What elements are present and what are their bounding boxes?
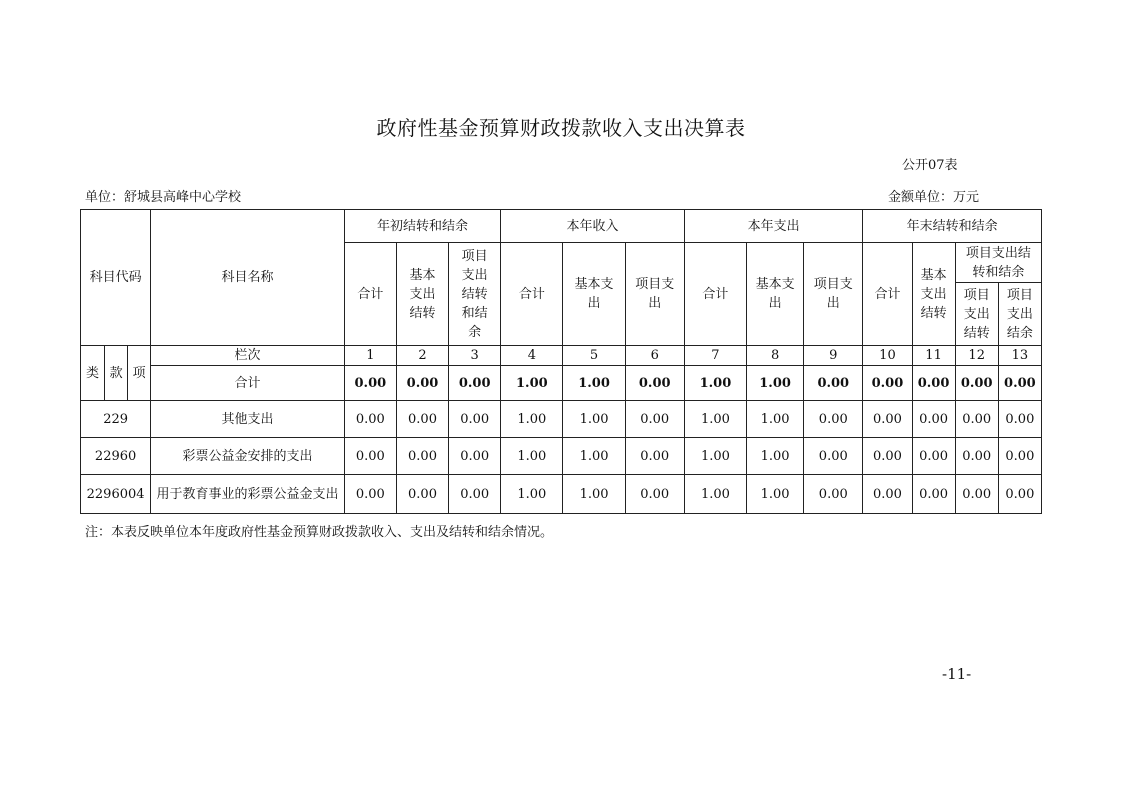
table-cell: 1.00	[563, 475, 625, 514]
table-cell: 0.00	[955, 438, 998, 475]
subject-code: 229	[81, 401, 151, 438]
table-cell: 0.00	[804, 401, 863, 438]
table-cell: 0.00	[344, 366, 396, 401]
table-cell: 0.00	[912, 401, 955, 438]
header-lei: 类	[81, 346, 105, 401]
header-closing-project-transfer: 项目支出结转	[955, 283, 998, 346]
header-group-opening: 年初结转和结余	[344, 210, 500, 243]
table-cell: 0.00	[912, 475, 955, 514]
table-cell: 1.00	[747, 438, 804, 475]
column-number: 12	[955, 346, 998, 366]
column-number: 7	[684, 346, 746, 366]
table-cell: 1.00	[747, 401, 804, 438]
header-closing-project-surplus: 项目支出结余	[998, 283, 1041, 346]
table-cell: 0.00	[449, 438, 501, 475]
header-income-basic: 基本支出	[563, 243, 625, 346]
header-opening-project: 项目支出结转和结余	[449, 243, 501, 346]
table-cell: 0.00	[625, 438, 684, 475]
amount-unit: 金额单位：万元	[888, 190, 980, 205]
report-title: 政府性基金预算财政拨款收入支出决算表	[376, 116, 746, 140]
table-cell: 0.00	[396, 438, 448, 475]
budget-table	[80, 209, 1042, 514]
table-cell: 1.00	[563, 366, 625, 401]
table-row	[81, 438, 1042, 475]
table-cell: 0.00	[625, 366, 684, 401]
header-closing-total: 合计	[863, 243, 912, 346]
table-cell: 0.00	[396, 401, 448, 438]
header-group-closing: 年末结转和结余	[863, 210, 1042, 243]
table-cell: 0.00	[863, 401, 912, 438]
total-row	[81, 366, 1042, 401]
table-cell: 1.00	[563, 401, 625, 438]
column-number: 9	[804, 346, 863, 366]
table-cell: 0.00	[804, 438, 863, 475]
table-cell: 0.00	[955, 366, 998, 401]
table-cell: 1.00	[684, 401, 746, 438]
header-group-income: 本年收入	[501, 210, 685, 243]
header-opening-basic: 基本支出结转	[396, 243, 448, 346]
table-cell: 1.00	[501, 475, 563, 514]
column-number: 3	[449, 346, 501, 366]
header-expense-total: 合计	[684, 243, 746, 346]
header-row-1	[81, 210, 1042, 243]
column-number: 11	[912, 346, 955, 366]
header-closing-project-group: 项目支出结转和结余	[955, 243, 1041, 283]
table-cell: 0.00	[449, 366, 501, 401]
column-number: 6	[625, 346, 684, 366]
table-cell: 0.00	[625, 401, 684, 438]
table-cell: 0.00	[955, 401, 998, 438]
column-number: 5	[563, 346, 625, 366]
table-cell: 0.00	[625, 475, 684, 514]
table-cell: 0.00	[396, 366, 448, 401]
table-note: 注：本表反映单位本年度政府性基金预算财政拨款收入、支出及结转和结余情况。	[85, 525, 554, 540]
table-cell: 1.00	[501, 401, 563, 438]
header-kuan: 款	[105, 346, 128, 401]
table-cell: 0.00	[804, 366, 863, 401]
header-income-total: 合计	[501, 243, 563, 346]
table-row	[81, 475, 1042, 514]
subject-name: 其他支出	[151, 401, 345, 438]
table-cell: 0.00	[998, 438, 1041, 475]
header-opening-total: 合计	[344, 243, 396, 346]
column-number: 2	[396, 346, 448, 366]
column-number: 13	[998, 346, 1041, 366]
column-number: 4	[501, 346, 563, 366]
column-number-row	[81, 346, 1042, 366]
subject-code: 22960	[81, 438, 151, 475]
page-number: -11-	[942, 665, 972, 683]
table-row	[81, 401, 1042, 438]
table-cell: 0.00	[863, 438, 912, 475]
table-cell: 1.00	[501, 438, 563, 475]
table-cell: 1.00	[684, 475, 746, 514]
column-number: 1	[344, 346, 396, 366]
header-subject-code: 科目代码	[81, 210, 151, 346]
table-cell: 0.00	[998, 475, 1041, 514]
table-cell: 0.00	[998, 366, 1041, 401]
table-cell: 1.00	[501, 366, 563, 401]
subject-code: 2296004	[81, 475, 151, 514]
table-cell: 1.00	[747, 475, 804, 514]
table-cell: 0.00	[955, 475, 998, 514]
table-cell: 1.00	[684, 366, 746, 401]
table-cell: 0.00	[449, 401, 501, 438]
table-cell: 0.00	[344, 401, 396, 438]
table-cell: 0.00	[912, 438, 955, 475]
column-number: 10	[863, 346, 912, 366]
table-cell: 0.00	[912, 366, 955, 401]
header-xiang: 项	[128, 346, 151, 401]
column-number: 8	[747, 346, 804, 366]
form-number: 公开07表	[902, 158, 958, 173]
subject-name: 彩票公益金安排的支出	[151, 438, 345, 475]
table-cell: 1.00	[747, 366, 804, 401]
table-cell: 1.00	[684, 438, 746, 475]
header-income-project: 项目支出	[625, 243, 684, 346]
header-subject-name: 科目名称	[151, 210, 345, 346]
table-cell: 0.00	[998, 401, 1041, 438]
table-cell: 0.00	[863, 475, 912, 514]
table-cell: 0.00	[449, 475, 501, 514]
table-cell: 0.00	[344, 475, 396, 514]
reporting-unit: 单位：舒城县高峰中心学校	[85, 190, 242, 205]
header-expense-basic: 基本支出	[747, 243, 804, 346]
table-cell: 1.00	[563, 438, 625, 475]
table-cell: 0.00	[344, 438, 396, 475]
header-closing-basic: 基本支出结转	[912, 243, 955, 346]
column-order-label: 栏次	[151, 346, 345, 366]
table-cell: 0.00	[396, 475, 448, 514]
total-label: 合计	[151, 366, 345, 401]
header-expense-project: 项目支出	[804, 243, 863, 346]
table-cell: 0.00	[804, 475, 863, 514]
subject-name: 用于教育事业的彩票公益金支出	[151, 475, 345, 514]
header-group-expense: 本年支出	[684, 210, 863, 243]
table-cell: 0.00	[863, 366, 912, 401]
